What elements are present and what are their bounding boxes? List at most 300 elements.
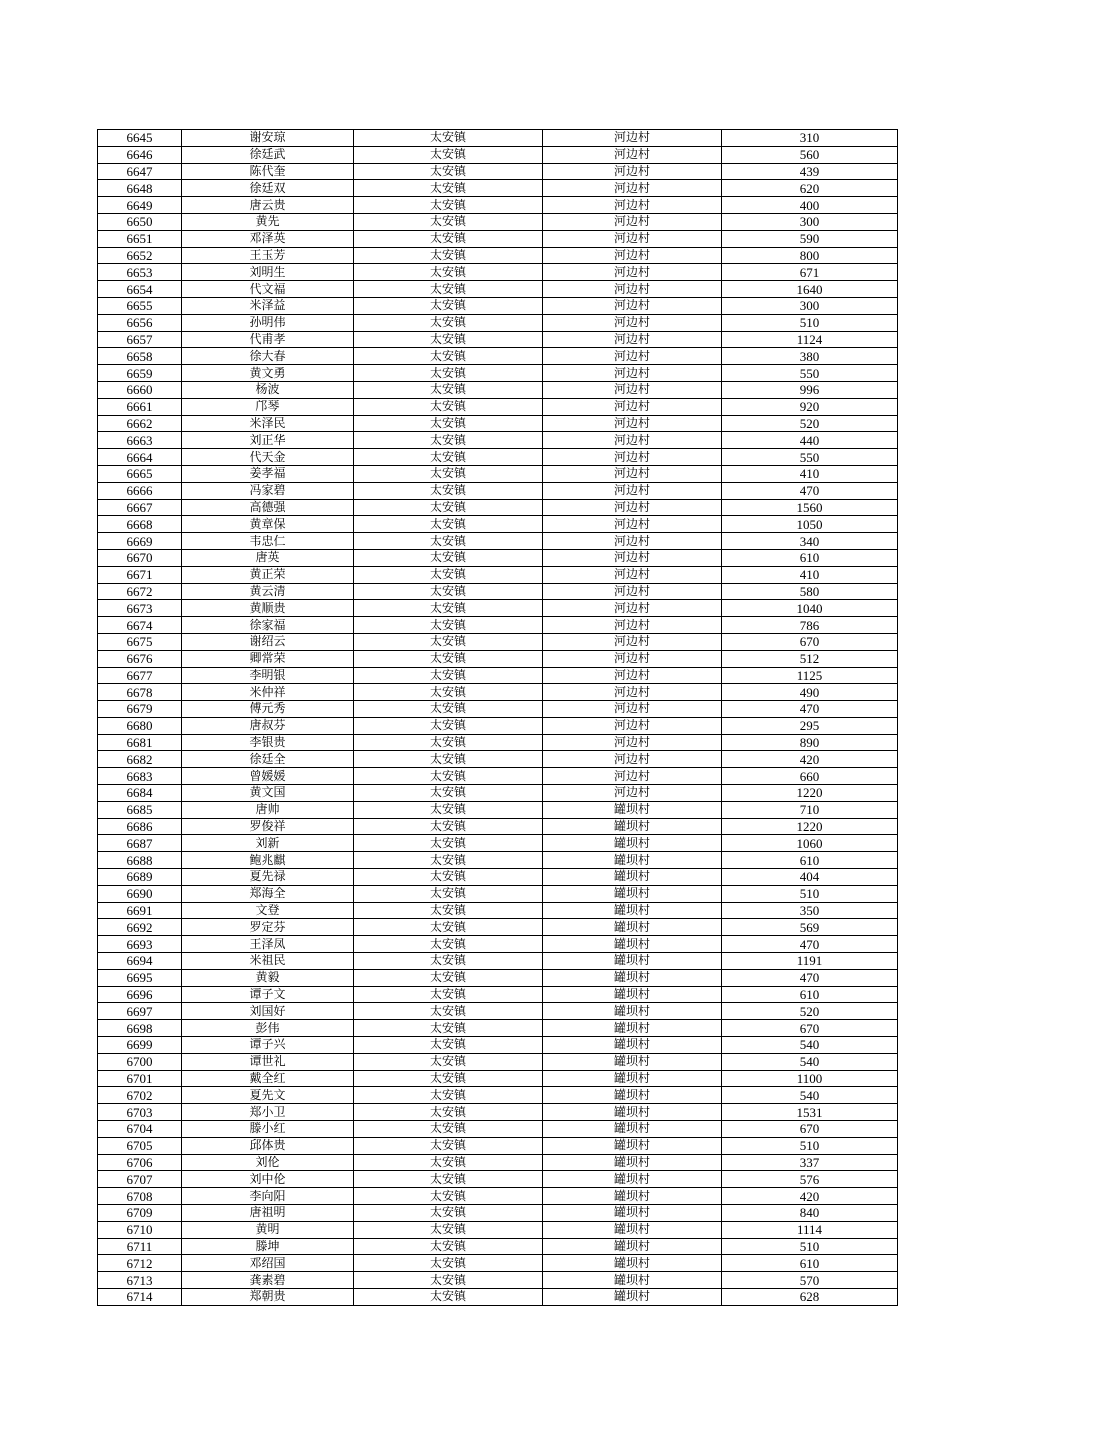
table-row bbox=[98, 1121, 898, 1138]
town-name: 太安镇 bbox=[354, 869, 543, 886]
amount-value: 570 bbox=[722, 1272, 898, 1289]
village-name: 河边村 bbox=[543, 684, 722, 701]
amount-value: 520 bbox=[722, 415, 898, 432]
table-row bbox=[98, 1104, 898, 1121]
person-name: 徐家福 bbox=[182, 617, 354, 634]
town-name: 太安镇 bbox=[354, 297, 543, 314]
amount-value: 610 bbox=[722, 986, 898, 1003]
village-name: 河边村 bbox=[543, 751, 722, 768]
row-id: 6707 bbox=[98, 1171, 182, 1188]
village-name: 罐坝村 bbox=[543, 919, 722, 936]
village-name: 罐坝村 bbox=[543, 852, 722, 869]
town-name: 太安镇 bbox=[354, 1003, 543, 1020]
amount-value: 400 bbox=[722, 197, 898, 214]
row-id: 6667 bbox=[98, 499, 182, 516]
table-row bbox=[98, 1154, 898, 1171]
row-id: 6711 bbox=[98, 1238, 182, 1255]
row-id: 6669 bbox=[98, 533, 182, 550]
village-name: 河边村 bbox=[543, 499, 722, 516]
town-name: 太安镇 bbox=[354, 1053, 543, 1070]
table-row bbox=[98, 398, 898, 415]
amount-value: 512 bbox=[722, 650, 898, 667]
person-name: 谢绍云 bbox=[182, 633, 354, 650]
town-name: 太安镇 bbox=[354, 381, 543, 398]
table-row bbox=[98, 986, 898, 1003]
town-name: 太安镇 bbox=[354, 264, 543, 281]
person-name: 姜孝福 bbox=[182, 465, 354, 482]
village-name: 罐坝村 bbox=[543, 869, 722, 886]
town-name: 太安镇 bbox=[354, 667, 543, 684]
table-row bbox=[98, 365, 898, 382]
person-name: 龚素碧 bbox=[182, 1272, 354, 1289]
person-name: 代天金 bbox=[182, 449, 354, 466]
town-name: 太安镇 bbox=[354, 1238, 543, 1255]
town-name: 太安镇 bbox=[354, 314, 543, 331]
table-row bbox=[98, 717, 898, 734]
amount-value: 580 bbox=[722, 583, 898, 600]
amount-value: 310 bbox=[722, 130, 898, 147]
village-name: 河边村 bbox=[543, 633, 722, 650]
village-name: 罐坝村 bbox=[543, 818, 722, 835]
town-name: 太安镇 bbox=[354, 516, 543, 533]
row-id: 6652 bbox=[98, 247, 182, 264]
person-name: 谭子兴 bbox=[182, 1037, 354, 1054]
table-row bbox=[98, 1255, 898, 1272]
row-id: 6712 bbox=[98, 1255, 182, 1272]
table-row bbox=[98, 835, 898, 852]
town-name: 太安镇 bbox=[354, 617, 543, 634]
row-id: 6680 bbox=[98, 717, 182, 734]
town-name: 太安镇 bbox=[354, 1188, 543, 1205]
village-name: 河边村 bbox=[543, 365, 722, 382]
village-name: 罐坝村 bbox=[543, 1087, 722, 1104]
row-id: 6674 bbox=[98, 617, 182, 634]
town-name: 太安镇 bbox=[354, 130, 543, 147]
village-name: 河边村 bbox=[543, 197, 722, 214]
person-name: 谭世礼 bbox=[182, 1053, 354, 1070]
table-row bbox=[98, 667, 898, 684]
row-id: 6683 bbox=[98, 768, 182, 785]
village-name: 河边村 bbox=[543, 650, 722, 667]
row-id: 6704 bbox=[98, 1121, 182, 1138]
village-name: 罐坝村 bbox=[543, 1121, 722, 1138]
amount-value: 610 bbox=[722, 852, 898, 869]
amount-value: 610 bbox=[722, 549, 898, 566]
person-name: 孙明伟 bbox=[182, 314, 354, 331]
town-name: 太安镇 bbox=[354, 633, 543, 650]
village-name: 河边村 bbox=[543, 482, 722, 499]
amount-value: 590 bbox=[722, 230, 898, 247]
person-name: 代甫孝 bbox=[182, 331, 354, 348]
row-id: 6655 bbox=[98, 297, 182, 314]
amount-value: 300 bbox=[722, 297, 898, 314]
village-name: 罐坝村 bbox=[543, 801, 722, 818]
amount-value: 410 bbox=[722, 566, 898, 583]
village-name: 罐坝村 bbox=[543, 1154, 722, 1171]
amount-value: 410 bbox=[722, 465, 898, 482]
village-name: 罐坝村 bbox=[543, 1137, 722, 1154]
row-id: 6676 bbox=[98, 650, 182, 667]
table-row bbox=[98, 348, 898, 365]
person-name: 谢安琼 bbox=[182, 130, 354, 147]
village-name: 河边村 bbox=[543, 600, 722, 617]
table-row bbox=[98, 751, 898, 768]
amount-value: 510 bbox=[722, 1137, 898, 1154]
person-name: 黄云清 bbox=[182, 583, 354, 600]
person-name: 郑朝贵 bbox=[182, 1288, 354, 1305]
amount-value: 840 bbox=[722, 1205, 898, 1222]
village-name: 河边村 bbox=[543, 533, 722, 550]
village-name: 罐坝村 bbox=[543, 1104, 722, 1121]
amount-value: 550 bbox=[722, 365, 898, 382]
row-id: 6645 bbox=[98, 130, 182, 147]
amount-value: 350 bbox=[722, 902, 898, 919]
village-name: 罐坝村 bbox=[543, 885, 722, 902]
table-row bbox=[98, 617, 898, 634]
town-name: 太安镇 bbox=[354, 1154, 543, 1171]
table-row bbox=[98, 197, 898, 214]
table-row bbox=[98, 869, 898, 886]
town-name: 太安镇 bbox=[354, 768, 543, 785]
table-row bbox=[98, 1188, 898, 1205]
town-name: 太安镇 bbox=[354, 734, 543, 751]
town-name: 太安镇 bbox=[354, 281, 543, 298]
table-row bbox=[98, 163, 898, 180]
amount-value: 671 bbox=[722, 264, 898, 281]
person-name: 杨波 bbox=[182, 381, 354, 398]
person-name: 刘新 bbox=[182, 835, 354, 852]
town-name: 太安镇 bbox=[354, 1288, 543, 1305]
row-id: 6664 bbox=[98, 449, 182, 466]
row-id: 6662 bbox=[98, 415, 182, 432]
person-name: 邱体贵 bbox=[182, 1137, 354, 1154]
person-name: 滕小红 bbox=[182, 1121, 354, 1138]
person-name: 黄先 bbox=[182, 213, 354, 230]
table-row bbox=[98, 264, 898, 281]
person-name: 王泽凤 bbox=[182, 936, 354, 953]
person-name: 刘国好 bbox=[182, 1003, 354, 1020]
amount-value: 510 bbox=[722, 314, 898, 331]
amount-value: 1050 bbox=[722, 516, 898, 533]
amount-value: 800 bbox=[722, 247, 898, 264]
amount-value: 510 bbox=[722, 885, 898, 902]
row-id: 6656 bbox=[98, 314, 182, 331]
row-id: 6685 bbox=[98, 801, 182, 818]
village-name: 罐坝村 bbox=[543, 1288, 722, 1305]
town-name: 太安镇 bbox=[354, 600, 543, 617]
table-row bbox=[98, 919, 898, 936]
person-name: 李银贵 bbox=[182, 734, 354, 751]
table-row bbox=[98, 1020, 898, 1037]
village-name: 河边村 bbox=[543, 785, 722, 802]
row-id: 6650 bbox=[98, 213, 182, 230]
person-name: 黄毅 bbox=[182, 969, 354, 986]
table-row bbox=[98, 902, 898, 919]
person-name: 米泽民 bbox=[182, 415, 354, 432]
person-name: 刘明生 bbox=[182, 264, 354, 281]
town-name: 太安镇 bbox=[354, 348, 543, 365]
row-id: 6672 bbox=[98, 583, 182, 600]
amount-value: 420 bbox=[722, 751, 898, 768]
village-name: 罐坝村 bbox=[543, 902, 722, 919]
village-name: 河边村 bbox=[543, 331, 722, 348]
table-row bbox=[98, 768, 898, 785]
row-id: 6651 bbox=[98, 230, 182, 247]
amount-value: 380 bbox=[722, 348, 898, 365]
village-name: 河边村 bbox=[543, 432, 722, 449]
table-row bbox=[98, 1288, 898, 1305]
person-name: 王玉芳 bbox=[182, 247, 354, 264]
row-id: 6673 bbox=[98, 600, 182, 617]
amount-value: 470 bbox=[722, 701, 898, 718]
amount-value: 890 bbox=[722, 734, 898, 751]
village-name: 罐坝村 bbox=[543, 1221, 722, 1238]
town-name: 太安镇 bbox=[354, 885, 543, 902]
person-name: 邝琴 bbox=[182, 398, 354, 415]
person-name: 郑小卫 bbox=[182, 1104, 354, 1121]
row-id: 6665 bbox=[98, 465, 182, 482]
table-row bbox=[98, 247, 898, 264]
town-name: 太安镇 bbox=[354, 566, 543, 583]
person-name: 傅元秀 bbox=[182, 701, 354, 718]
town-name: 太安镇 bbox=[354, 717, 543, 734]
village-name: 罐坝村 bbox=[543, 1255, 722, 1272]
table-row bbox=[98, 331, 898, 348]
row-id: 6661 bbox=[98, 398, 182, 415]
village-name: 河边村 bbox=[543, 617, 722, 634]
village-name: 河边村 bbox=[543, 516, 722, 533]
village-name: 河边村 bbox=[543, 281, 722, 298]
table-row bbox=[98, 281, 898, 298]
row-id: 6654 bbox=[98, 281, 182, 298]
person-name: 徐廷全 bbox=[182, 751, 354, 768]
person-name: 米祖民 bbox=[182, 953, 354, 970]
town-name: 太安镇 bbox=[354, 331, 543, 348]
town-name: 太安镇 bbox=[354, 936, 543, 953]
village-name: 罐坝村 bbox=[543, 953, 722, 970]
person-name: 谭子文 bbox=[182, 986, 354, 1003]
town-name: 太安镇 bbox=[354, 197, 543, 214]
row-id: 6714 bbox=[98, 1288, 182, 1305]
table-row bbox=[98, 533, 898, 550]
row-id: 6692 bbox=[98, 919, 182, 936]
table-row bbox=[98, 314, 898, 331]
village-name: 罐坝村 bbox=[543, 1238, 722, 1255]
table-row bbox=[98, 785, 898, 802]
town-name: 太安镇 bbox=[354, 1070, 543, 1087]
amount-value: 520 bbox=[722, 1003, 898, 1020]
village-name: 罐坝村 bbox=[543, 1003, 722, 1020]
row-id: 6653 bbox=[98, 264, 182, 281]
row-id: 6709 bbox=[98, 1205, 182, 1222]
table-row bbox=[98, 1171, 898, 1188]
village-name: 河边村 bbox=[543, 734, 722, 751]
row-id: 6668 bbox=[98, 516, 182, 533]
amount-value: 670 bbox=[722, 633, 898, 650]
row-id: 6706 bbox=[98, 1154, 182, 1171]
row-id: 6708 bbox=[98, 1188, 182, 1205]
village-name: 河边村 bbox=[543, 381, 722, 398]
person-name: 唐祖明 bbox=[182, 1205, 354, 1222]
person-name: 徐廷武 bbox=[182, 146, 354, 163]
row-id: 6666 bbox=[98, 482, 182, 499]
town-name: 太安镇 bbox=[354, 801, 543, 818]
village-name: 河边村 bbox=[543, 667, 722, 684]
table-row bbox=[98, 1205, 898, 1222]
table-row bbox=[98, 432, 898, 449]
row-id: 6710 bbox=[98, 1221, 182, 1238]
village-name: 河边村 bbox=[543, 180, 722, 197]
town-name: 太安镇 bbox=[354, 902, 543, 919]
row-id: 6700 bbox=[98, 1053, 182, 1070]
table-row bbox=[98, 734, 898, 751]
row-id: 6679 bbox=[98, 701, 182, 718]
table-row bbox=[98, 818, 898, 835]
row-id: 6694 bbox=[98, 953, 182, 970]
village-name: 河边村 bbox=[543, 717, 722, 734]
row-id: 6687 bbox=[98, 835, 182, 852]
table-row bbox=[98, 297, 898, 314]
person-name: 黄明 bbox=[182, 1221, 354, 1238]
amount-value: 340 bbox=[722, 533, 898, 550]
town-name: 太安镇 bbox=[354, 953, 543, 970]
amount-value: 560 bbox=[722, 146, 898, 163]
amount-value: 337 bbox=[722, 1154, 898, 1171]
table-row bbox=[98, 650, 898, 667]
amount-value: 1060 bbox=[722, 835, 898, 852]
town-name: 太安镇 bbox=[354, 465, 543, 482]
row-id: 6703 bbox=[98, 1104, 182, 1121]
table-row bbox=[98, 499, 898, 516]
person-name: 邓绍国 bbox=[182, 1255, 354, 1272]
village-name: 罐坝村 bbox=[543, 1188, 722, 1205]
row-id: 6713 bbox=[98, 1272, 182, 1289]
village-name: 罐坝村 bbox=[543, 1053, 722, 1070]
person-name: 唐英 bbox=[182, 549, 354, 566]
person-name: 黄正荣 bbox=[182, 566, 354, 583]
person-name: 戴全红 bbox=[182, 1070, 354, 1087]
person-name: 米泽益 bbox=[182, 297, 354, 314]
amount-value: 540 bbox=[722, 1087, 898, 1104]
amount-value: 628 bbox=[722, 1288, 898, 1305]
amount-value: 1114 bbox=[722, 1221, 898, 1238]
table-row bbox=[98, 213, 898, 230]
row-id: 6660 bbox=[98, 381, 182, 398]
town-name: 太安镇 bbox=[354, 1087, 543, 1104]
person-name: 黄文国 bbox=[182, 785, 354, 802]
village-name: 河边村 bbox=[543, 247, 722, 264]
table-row bbox=[98, 633, 898, 650]
town-name: 太安镇 bbox=[354, 1121, 543, 1138]
village-name: 河边村 bbox=[543, 297, 722, 314]
town-name: 太安镇 bbox=[354, 499, 543, 516]
village-name: 河边村 bbox=[543, 146, 722, 163]
person-name: 陈代奎 bbox=[182, 163, 354, 180]
amount-value: 440 bbox=[722, 432, 898, 449]
town-name: 太安镇 bbox=[354, 650, 543, 667]
town-name: 太安镇 bbox=[354, 1255, 543, 1272]
amount-value: 1531 bbox=[722, 1104, 898, 1121]
village-name: 河边村 bbox=[543, 213, 722, 230]
table-row bbox=[98, 449, 898, 466]
amount-value: 404 bbox=[722, 869, 898, 886]
person-name: 韦忠仁 bbox=[182, 533, 354, 550]
village-name: 罐坝村 bbox=[543, 1037, 722, 1054]
village-name: 罐坝村 bbox=[543, 986, 722, 1003]
person-name: 冯家碧 bbox=[182, 482, 354, 499]
table-row bbox=[98, 953, 898, 970]
table-row bbox=[98, 600, 898, 617]
table-row bbox=[98, 230, 898, 247]
amount-value: 420 bbox=[722, 1188, 898, 1205]
row-id: 6657 bbox=[98, 331, 182, 348]
table-row bbox=[98, 1272, 898, 1289]
person-name: 罗定芬 bbox=[182, 919, 354, 936]
town-name: 太安镇 bbox=[354, 583, 543, 600]
village-name: 河边村 bbox=[543, 264, 722, 281]
person-name: 曾媛媛 bbox=[182, 768, 354, 785]
town-name: 太安镇 bbox=[354, 180, 543, 197]
town-name: 太安镇 bbox=[354, 398, 543, 415]
town-name: 太安镇 bbox=[354, 247, 543, 264]
row-id: 6705 bbox=[98, 1137, 182, 1154]
town-name: 太安镇 bbox=[354, 1037, 543, 1054]
person-name: 卿常荣 bbox=[182, 650, 354, 667]
table-row bbox=[98, 146, 898, 163]
amount-value: 490 bbox=[722, 684, 898, 701]
table-row bbox=[98, 381, 898, 398]
data-table bbox=[97, 129, 898, 1306]
row-id: 6697 bbox=[98, 1003, 182, 1020]
amount-value: 1220 bbox=[722, 818, 898, 835]
town-name: 太安镇 bbox=[354, 449, 543, 466]
table-row bbox=[98, 936, 898, 953]
row-id: 6659 bbox=[98, 365, 182, 382]
table-row bbox=[98, 684, 898, 701]
row-id: 6699 bbox=[98, 1037, 182, 1054]
table-row bbox=[98, 566, 898, 583]
table-row bbox=[98, 415, 898, 432]
person-name: 文登 bbox=[182, 902, 354, 919]
amount-value: 470 bbox=[722, 969, 898, 986]
village-name: 河边村 bbox=[543, 701, 722, 718]
amount-value: 540 bbox=[722, 1053, 898, 1070]
row-id: 6649 bbox=[98, 197, 182, 214]
row-id: 6682 bbox=[98, 751, 182, 768]
row-id: 6693 bbox=[98, 936, 182, 953]
town-name: 太安镇 bbox=[354, 818, 543, 835]
row-id: 6675 bbox=[98, 633, 182, 650]
amount-value: 1040 bbox=[722, 600, 898, 617]
town-name: 太安镇 bbox=[354, 549, 543, 566]
table-row bbox=[98, 482, 898, 499]
village-name: 河边村 bbox=[543, 398, 722, 415]
row-id: 6686 bbox=[98, 818, 182, 835]
person-name: 刘伦 bbox=[182, 1154, 354, 1171]
amount-value: 470 bbox=[722, 482, 898, 499]
village-name: 河边村 bbox=[543, 768, 722, 785]
row-id: 6647 bbox=[98, 163, 182, 180]
town-name: 太安镇 bbox=[354, 701, 543, 718]
village-name: 罐坝村 bbox=[543, 1171, 722, 1188]
table-row bbox=[98, 1003, 898, 1020]
table-row bbox=[98, 583, 898, 600]
amount-value: 620 bbox=[722, 180, 898, 197]
person-name: 徐大春 bbox=[182, 348, 354, 365]
table-row bbox=[98, 1087, 898, 1104]
table-row bbox=[98, 885, 898, 902]
person-name: 黄文勇 bbox=[182, 365, 354, 382]
